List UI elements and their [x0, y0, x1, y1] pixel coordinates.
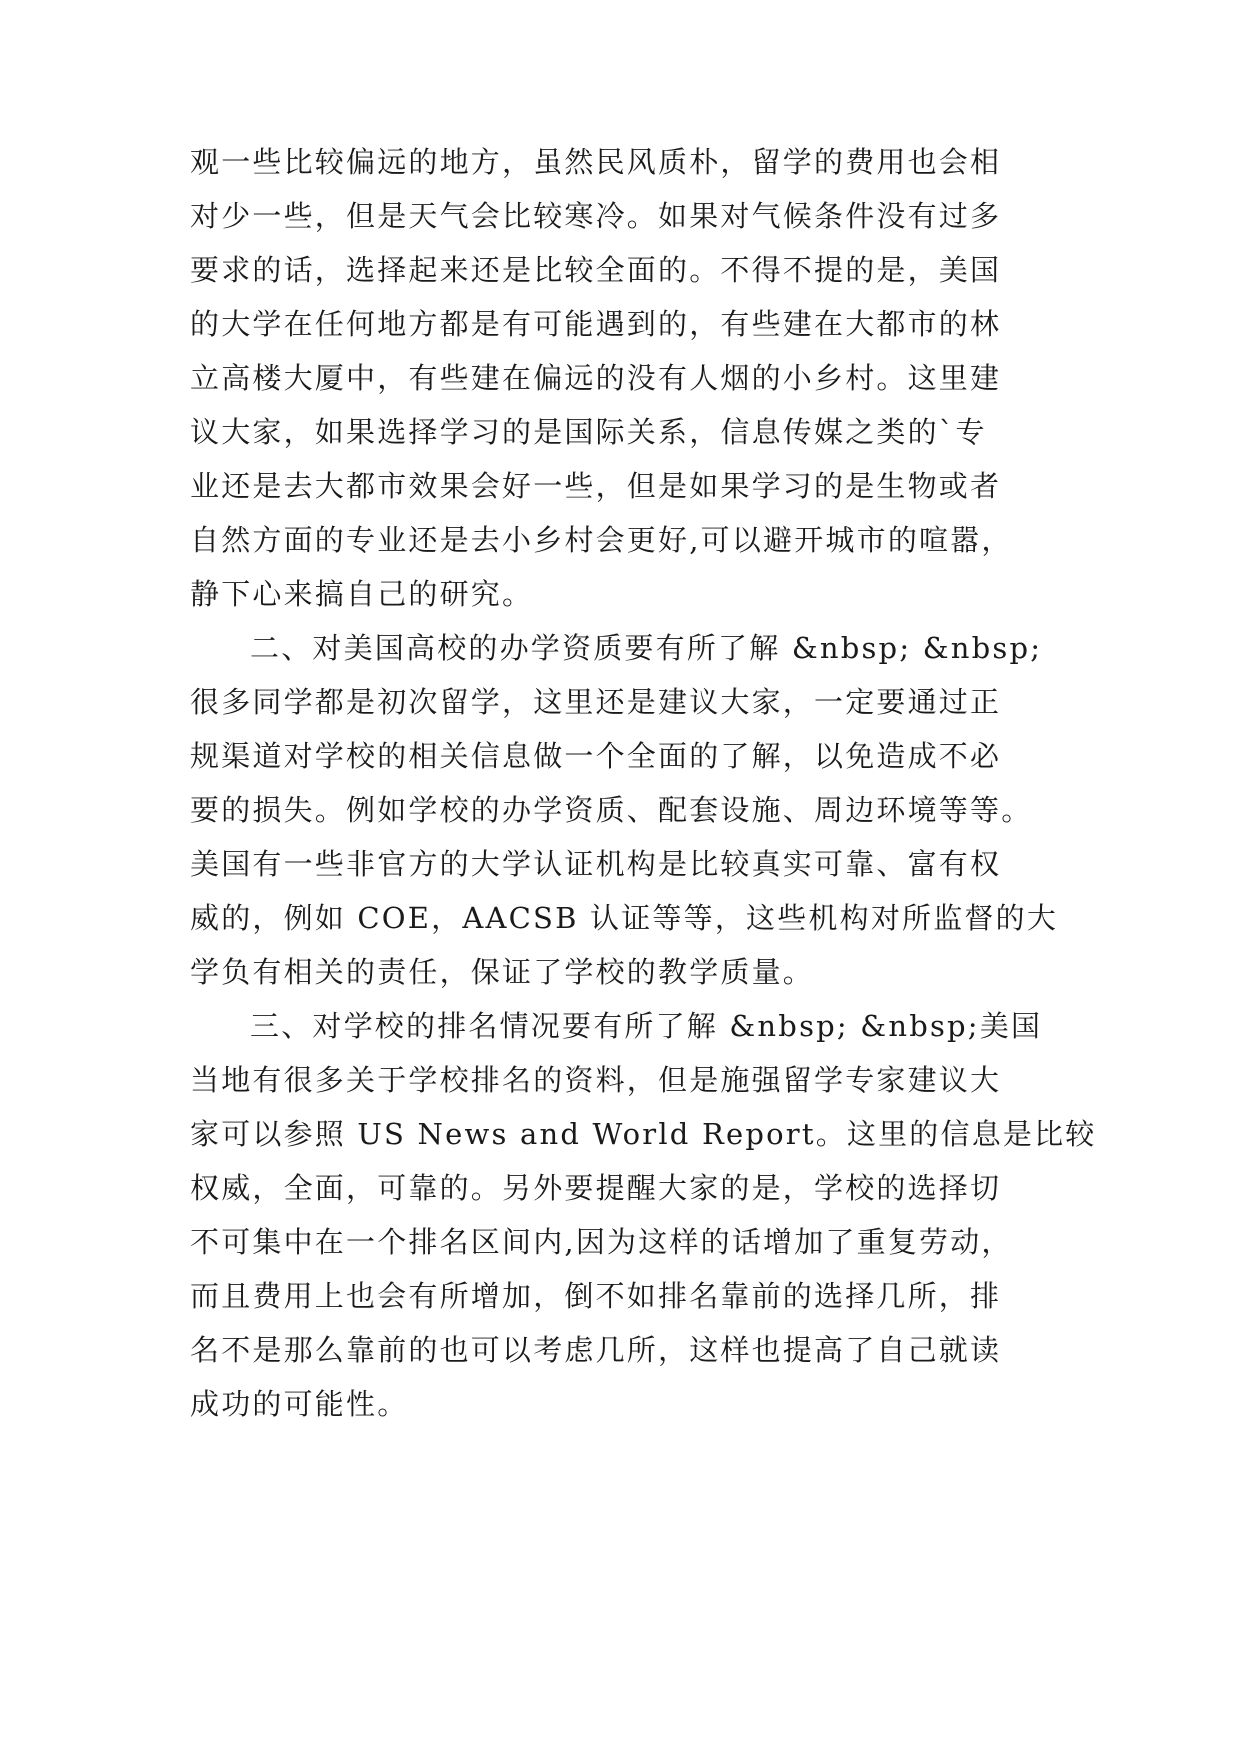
text-line: 对少一些，但是天气会比较寒冷。如果对气候条件没有过多	[190, 199, 1002, 233]
text-line: 不可集中在一个排名区间内,因为这样的话增加了重复劳动，	[190, 1225, 1013, 1259]
text-line: 而且费用上也会有所增加，倒不如排名靠前的选择几所，排	[190, 1279, 1002, 1313]
text-line: 的大学在任何地方都是有可能遇到的，有些建在大都市的林	[190, 307, 1002, 341]
text-line: 权威，全面，可靠的。另外要提醒大家的是，学校的选择切	[190, 1171, 1002, 1205]
text-line: 观一些比较偏远的地方，虽然民风质朴，留学的费用也会相	[190, 145, 1002, 179]
text-line: 议大家，如果选择学习的是国际关系，信息传媒之类的`专	[190, 415, 987, 449]
section-heading-2: 二、对美国高校的办学资质要有所了解 &nbsp; &nbsp;	[250, 631, 1043, 665]
section-heading-3: 三、对学校的排名情况要有所了解 &nbsp; &nbsp;美国	[250, 1009, 1043, 1043]
text-line: 业还是去大都市效果会好一些，但是如果学习的是生物或者	[190, 469, 1002, 503]
text-line: 美国有一些非官方的大学认证机构是比较真实可靠、富有权	[190, 847, 1002, 881]
text-line: 威的，例如 COE，AACSB 认证等等，这些机构对所监督的大	[190, 901, 1059, 935]
text-line: 立高楼大厦中，有些建在偏远的没有人烟的小乡村。这里建	[190, 361, 1002, 395]
text-line: 当地有很多关于学校排名的资料，但是施强留学专家建议大	[190, 1063, 1002, 1097]
text-line: 学负有相关的责任，保证了学校的教学质量。	[190, 955, 815, 989]
text-line: 要求的话，选择起来还是比较全面的。不得不提的是，美国	[190, 253, 1002, 287]
text-line: 规渠道对学校的相关信息做一个全面的了解，以免造成不必	[190, 739, 1002, 773]
text-line: 名不是那么靠前的也可以考虑几所，这样也提高了自己就读	[190, 1333, 1002, 1367]
text-line: 家可以参照 US News and World Report。这里的信息是比较	[190, 1117, 1097, 1151]
text-line: 要的损失。例如学校的办学资质、配套设施、周边环境等等。	[190, 793, 1033, 827]
text-line: 自然方面的专业还是去小乡村会更好,可以避开城市的喧嚣，	[190, 523, 1013, 557]
text-line: 静下心来搞自己的研究。	[190, 577, 534, 611]
text-line: 很多同学都是初次留学，这里还是建议大家，一定要通过正	[190, 685, 1002, 719]
text-line: 成功的可能性。	[190, 1387, 409, 1421]
